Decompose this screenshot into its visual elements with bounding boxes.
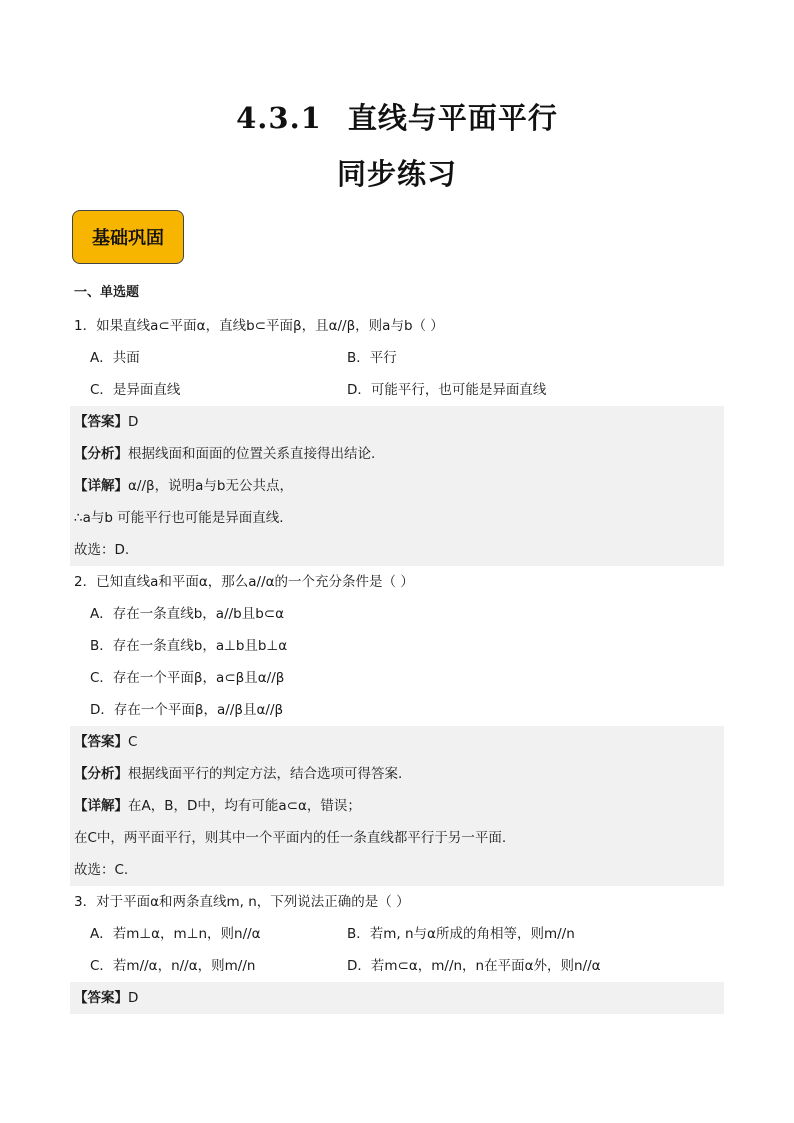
page-subtitle: 同步练习 (336, 157, 457, 191)
option-a: A．存在一条直线b，a//b且b⊂α (90, 606, 285, 622)
option-b: B．若m, n与α所成的角相等，则m//n (347, 926, 575, 942)
answer-value: D (128, 414, 139, 430)
analysis-line (70, 438, 724, 470)
analysis-text: 根据线面和面面的位置关系直接得出结论. (128, 446, 376, 462)
page-title (0, 96, 794, 137)
options-row (70, 374, 724, 406)
answer-value: D (128, 990, 139, 1006)
option-d: D．若m⊂α，m//n，n在平面α外，则n//α (347, 958, 601, 974)
option-a: A．若m⊥α，m⊥n，则n//α (90, 926, 261, 942)
question-stem: 3．对于平面α和两条直线m, n，下列说法正确的是（ ） (74, 894, 410, 910)
option-c: C．存在一个平面β，a⊂β且α//β (90, 670, 285, 686)
section-number: 4.3.1 (236, 101, 322, 135)
option-b: B．平行 (347, 350, 397, 366)
answer-label: 【答案】 (74, 414, 128, 430)
detail-text: α//β，说明a与b无公共点， (128, 478, 293, 494)
section-badge: 基础巩固 (72, 210, 184, 264)
section-heading: 一、单选题 (74, 285, 140, 300)
option-c: C．是异面直线 (90, 382, 181, 398)
option-d: D．存在一个平面β，a//β且α//β (90, 702, 284, 718)
answer-label: 【答案】 (74, 990, 128, 1006)
question-list (70, 276, 724, 1014)
option-c: C．若m//α，n//α，则m//n (90, 958, 256, 974)
detail-text: 在A，B，D中，均有可能a⊂α，错误； (128, 798, 361, 814)
option-b: B．存在一条直线b，a⊥b且b⊥α (90, 638, 288, 654)
question-stem: 1．如果直线a⊂平面α，直线b⊂平面β，且α//β，则a与b（ ） (74, 318, 444, 334)
options-row (70, 918, 724, 950)
option-a: A．共面 (90, 350, 140, 366)
detail-label: 【详解】 (74, 478, 128, 494)
answer-label: 【答案】 (74, 734, 128, 750)
answer-line (70, 726, 724, 758)
detail-line (70, 790, 724, 822)
conclusion-line: 故选：C. (70, 854, 724, 886)
option-d: D．可能平行，也可能是异面直线 (347, 382, 547, 398)
question-stem: 2．已知直线a和平面α，那么a//α的一个充分条件是（ ） (74, 574, 414, 590)
answer-value: C (128, 734, 138, 750)
options-row (70, 950, 724, 982)
analysis-label: 【分析】 (74, 446, 128, 462)
options-row (70, 342, 724, 374)
detail-line: ∴a与b 可能平行也可能是异面直线. (70, 502, 724, 534)
conclusion-line: 故选：D. (70, 534, 724, 566)
analysis-label: 【分析】 (74, 766, 128, 782)
answer-line (70, 982, 724, 1014)
detail-label: 【详解】 (74, 798, 128, 814)
analysis-text: 根据线面平行的判定方法，结合选项可得答案. (128, 766, 403, 782)
detail-line: 在C中，两平面平行，则其中一个平面内的任一条直线都平行于另一平面. (70, 822, 724, 854)
analysis-line (70, 758, 724, 790)
detail-line (70, 470, 724, 502)
title-text: 直线与平面平行 (347, 101, 558, 135)
answer-line (70, 406, 724, 438)
